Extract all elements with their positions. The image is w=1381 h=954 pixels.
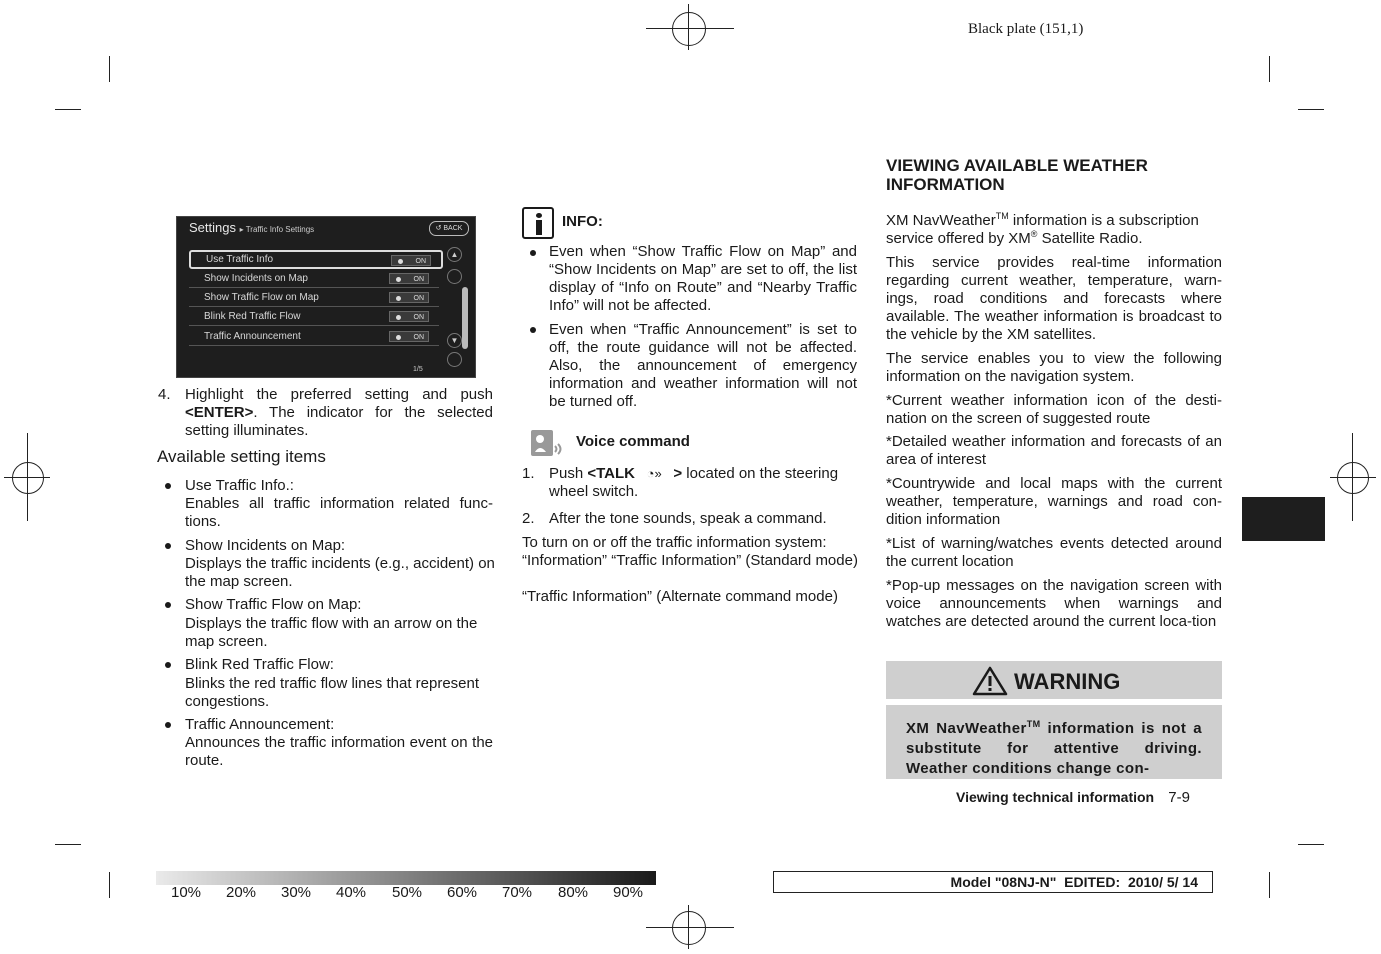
weather-paragraph: *Pop-up messages on the navigation screen with voice announcements when warnings and watches are detected around the current loca-tion [886,577,1222,630]
registration-line [688,905,689,949]
on-indicator: ON [389,311,429,322]
model-box [773,871,1213,893]
plate-label: Black plate (151,1) [968,21,1084,37]
scale-label: 80% [558,884,589,901]
section-heading: VIEWING AVAILABLE WEATHER INFORMATION [886,156,1148,194]
section-tab [1242,497,1325,541]
scroll-down-icon: ▼ [447,333,462,348]
item-title: Blink Red Traffic Flow: [185,656,334,673]
page-footer [956,789,1190,806]
scale-label: 60% [447,884,478,901]
bullet [165,602,171,608]
screen-crumb: Traffic Info Settings [245,225,315,234]
screen-row: Traffic Announcement ON [189,328,439,346]
crop-mark [109,872,110,898]
info-title: INFO: [562,213,603,230]
page-indicator: 1/5 [413,366,423,373]
voice-title: Voice command [576,433,690,450]
scroll-button-icon [447,352,462,367]
scale-label: 20% [226,884,257,901]
step-number: 1. [522,465,535,482]
scroll-button-icon [447,269,462,284]
screen-row: Show Incidents on Map ON [189,270,439,288]
bullet [165,662,171,668]
voice-paragraph: “Traffic Information” (Alternate command mode) [522,588,838,605]
screen-header: Settings ▸ Traffic Info Settings [189,220,315,235]
item-title: Use Traffic Info.: [185,477,294,494]
item-title: Traffic Announcement: [185,716,335,733]
on-indicator: ON [389,273,429,284]
bullet [165,722,171,728]
crop-mark [1298,844,1324,845]
registration-line [27,433,28,521]
item-desc: Displays the traffic flow with an arrow on the map screen. [185,615,478,650]
registration-line [1352,433,1353,521]
crop-mark [109,56,110,82]
voice-command-icon [531,430,569,460]
settings-screen-image [176,216,476,378]
scrollbar [462,287,468,349]
weather-paragraph: *Detailed weather information and forecasts of an area of interest [886,433,1222,468]
item-desc: Enables all traffic information related func-tions. [185,495,493,530]
step-2: After the tone sounds, speak a command. [549,510,827,527]
registration-mark [1337,462,1369,494]
step-number: 2. [522,510,535,527]
warning-text: XM NavWeather™ information is not a substitute for attentive driving. Weather conditions change con- [906,719,1202,777]
step-number: 4. [158,386,171,403]
bullet [165,483,171,489]
registration-line [646,28,734,29]
step-4: Highlight the preferred setting and push <ENTER>. The indicator for the selected setting illuminates. [185,386,493,439]
scale-label: 50% [392,884,423,901]
scale-label: 30% [281,884,312,901]
weather-paragraph: *Countrywide and local maps with the current weather, temperature, warnings and road con-dition information [886,475,1222,528]
warning-label: WARNING [1014,669,1121,694]
crop-mark [55,109,81,110]
talk-icon: ◔» [646,466,662,481]
bullet [530,250,536,256]
screen-row: Blink Red Traffic Flow ON [189,308,439,326]
item-desc: Displays the traffic incidents (e.g., accident) on the map screen. [185,555,495,590]
warning-body [886,705,1222,779]
screen-title: Settings [189,220,236,235]
bullet [530,327,536,333]
voice-paragraph: To turn on or off the traffic information system: [522,534,827,551]
registration-mark [12,462,44,494]
info-item: Even when “Traffic Announcement” is set to off, the route guidance will not be affected. Also, the announcement of emergency information and weather information will not be turned off. [549,321,857,410]
warning-header [886,661,1222,699]
on-indicator: ON [389,292,429,303]
warning-icon [972,666,1008,696]
info-item: Even when “Show Traffic Flow on Map” and “Show Incidents on Map” are set to off, the list display of “Info on Route” and “Nearby Traffic Info” will not be affected. [549,243,857,314]
talk-key: <TALK [587,465,636,482]
screen-row: Use Traffic Info ON [189,250,443,269]
item-desc: Announces the traffic information event on the route. [185,734,493,769]
item-desc: Blinks the red traffic flow lines that represent congestions. [185,675,480,710]
footer-section: Viewing technical information [956,789,1155,805]
bullet [165,543,171,549]
weather-paragraph: *Current weather information icon of the desti-nation on the screen of suggested route [886,392,1222,427]
scale-label: 10% [171,884,202,901]
weather-paragraph: XM NavWeather™ information is a subscription service offered by XM® Satellite Radio. [886,211,1199,247]
scale-label: 90% [613,884,644,901]
gray-scale-bar [156,871,656,885]
registration-mark [672,12,706,46]
on-indicator: ON [389,331,429,342]
back-button: ↺ BACK [429,221,469,236]
crop-mark [1269,872,1270,898]
screen-row: Show Traffic Flow on Map ON [189,289,439,307]
item-title: Show Traffic Flow on Map: [185,596,362,613]
registration-mark [672,911,706,945]
crop-mark [1298,109,1324,110]
scale-label: 40% [336,884,367,901]
crop-mark [1269,56,1270,82]
registration-line [1330,477,1376,478]
weather-paragraph: This service provides real-time information regarding current weather, temperature, warn-ings, road conditions and forecasts where available. The weather information is broadcast to the vehicle by the XM satellites. [886,254,1222,343]
info-icon [522,207,554,239]
page-number: 7-9 [1168,789,1190,806]
voice-paragraph: “Information” “Traffic Information” (Standard mode) [522,552,858,569]
registration-line [646,927,734,928]
step-1: Push <TALK ◔» > located on the steering wheel switch. [549,465,839,500]
weather-paragraph: *List of warning/watches events detected around the current location [886,535,1222,570]
on-indicator: ON [391,255,431,266]
subheading: Available setting items [157,447,326,466]
model-text: Model "08NJ-N" EDITED: 2010/ 5/ 14 [950,874,1198,890]
enter-key: <ENTER> [185,404,254,421]
scale-label: 70% [502,884,533,901]
registration-line [688,4,689,50]
item-title: Show Incidents on Map: [185,537,346,554]
crop-mark [55,844,81,845]
weather-paragraph: The service enables you to view the following information on the navigation system. [886,350,1222,385]
scroll-up-icon: ▲ [447,247,462,262]
